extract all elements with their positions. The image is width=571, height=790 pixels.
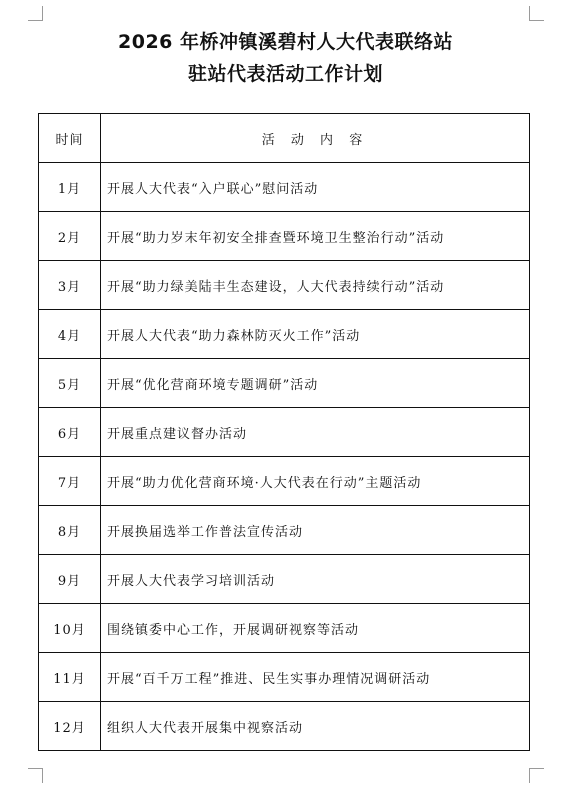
table-row (39, 653, 530, 702)
document-title-line2: 驻站代表活动工作计划 (187, 63, 383, 85)
header-time: 时间 (39, 114, 101, 163)
row-time: 2月 (39, 212, 101, 261)
row-activity: 开展人大代表“助力森林防灭火工作”活动 (101, 310, 530, 359)
row-activity: 开展换届选举工作普法宣传活动 (101, 506, 530, 555)
table-row (39, 457, 530, 506)
row-activity: 开展人大代表“入户联心”慰问活动 (101, 163, 530, 212)
activity-plan-table (38, 113, 530, 751)
row-activity: 开展“助力优化营商环境·人大代表在行动”主题活动 (101, 457, 530, 506)
row-activity: 开展重点建议督办活动 (101, 408, 530, 457)
row-time: 10月 (39, 604, 101, 653)
crop-mark-bottom-left (28, 768, 43, 783)
row-activity: 围绕镇委中心工作，开展调研视察等活动 (101, 604, 530, 653)
table-row (39, 310, 530, 359)
table-row (39, 408, 530, 457)
row-time: 12月 (39, 702, 101, 751)
row-activity: 开展人大代表学习培训活动 (101, 555, 530, 604)
row-activity: 组织人大代表开展集中视察活动 (101, 702, 530, 751)
row-time: 7月 (39, 457, 101, 506)
header-activity: 活 动 内 容 (101, 114, 530, 163)
table-header-row (39, 114, 530, 163)
crop-mark-bottom-right (529, 768, 544, 783)
row-time: 9月 (39, 555, 101, 604)
row-time: 8月 (39, 506, 101, 555)
table-row (39, 702, 530, 751)
table-row (39, 212, 530, 261)
row-activity: 开展“助力岁末年初安全排查暨环境卫生整治行动”活动 (101, 212, 530, 261)
row-time: 1月 (39, 163, 101, 212)
crop-mark-top-right (529, 6, 544, 21)
table-row (39, 359, 530, 408)
table-row (39, 604, 530, 653)
table-row (39, 163, 530, 212)
table-row (39, 261, 530, 310)
row-activity: 开展“助力绿美陆丰生态建设，人大代表持续行动”活动 (101, 261, 530, 310)
document-title-line1: 2026 年桥冲镇溪碧村人大代表联络站 (118, 31, 453, 53)
table-row (39, 506, 530, 555)
row-time: 6月 (39, 408, 101, 457)
row-time: 11月 (39, 653, 101, 702)
row-time: 5月 (39, 359, 101, 408)
table-row (39, 555, 530, 604)
crop-mark-top-left (28, 6, 43, 21)
row-activity: 开展“百千万工程”推进、民生实事办理情况调研活动 (101, 653, 530, 702)
row-time: 3月 (39, 261, 101, 310)
row-time: 4月 (39, 310, 101, 359)
row-activity: 开展“优化营商环境专题调研”活动 (101, 359, 530, 408)
